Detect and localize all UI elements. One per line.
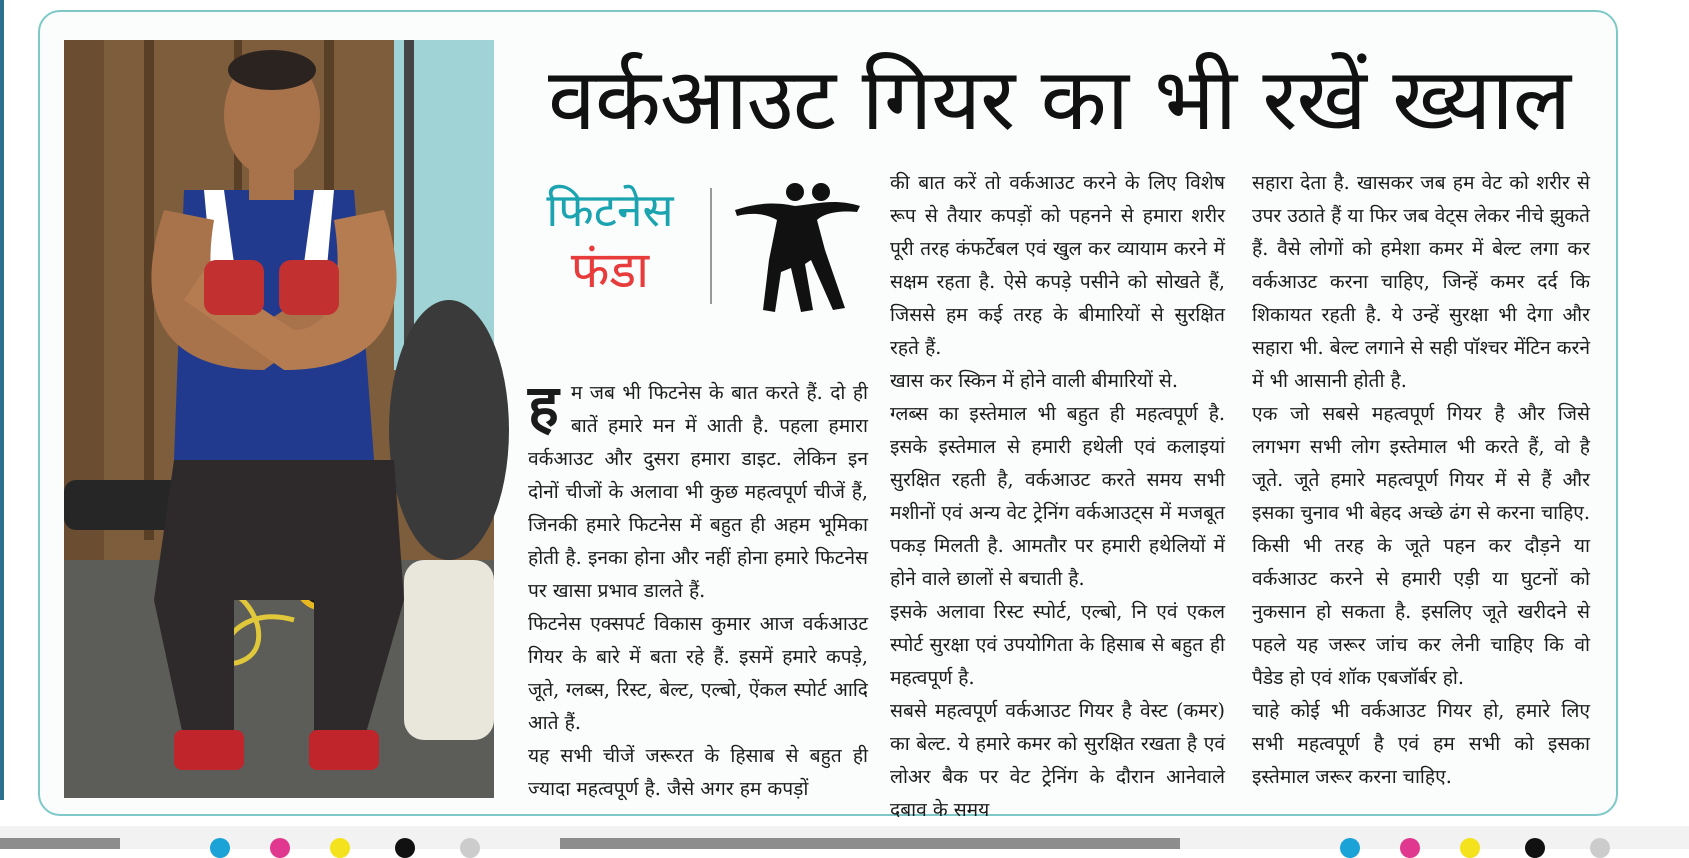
- gray-registration-dot: [1590, 838, 1610, 858]
- magenta-registration-dot: [270, 838, 290, 858]
- paragraph: चाहे कोई भी वर्कआउट गियर हो, हमारे लिए सभी महत्वपूर्ण है एवं हम सभी को इसका इस्तेमाल जरूर करना चाहिए.: [1252, 699, 1590, 788]
- paragraph: खास कर स्किन में होने वाली बीमारियों से.: [890, 369, 1178, 392]
- section-logo: [520, 180, 870, 320]
- gray-bar: [0, 838, 120, 849]
- cyan-registration-dot: [210, 838, 230, 858]
- article-column-2: [890, 166, 1225, 821]
- paragraph: यह सभी चीजें जरूरत के हिसाब से बहुत ही ज्यादा महत्वपूर्ण है. जैसे अगर हम कपड़ों: [528, 744, 868, 800]
- section-word-fitness: फिटनेस: [546, 183, 674, 237]
- paragraph: सबसे महत्वपूर्ण वर्कआउट गियर है वेस्ट (कमर) का बेल्ट. ये हमारे कमर को सुरक्षित रखता है एवं लोअर बैक पर वेट ट्रेनिंग के दौरान आनेवाले दबाव के समय: [890, 699, 1225, 821]
- black-registration-dot: [1525, 838, 1545, 858]
- section-divider: [710, 188, 712, 304]
- article-column-3: [1252, 166, 1590, 802]
- gray-registration-dot: [460, 838, 480, 858]
- paragraph: एक जो सबसे महत्वपूर्ण गियर है और जिसे लगभग सभी लोग इस्तेमाल भी करते हैं, वो है जूते. जूते हमारे महत्वपूर्ण गियर में से हैं और इसका चुनाव भी बेहद अच्छे ढंग से करना चाहिए. किसी भी तरह के जूते पहन कर दौड़ने या वर्कआउट करने से हमारी एड़ी या घुटनों को नुकसान हो सकता है. इसलिए जूते खरीदने से पहले यह जरूर जांच कर लेनी चाहिए कि वो पैडेड हो एवं शॉक एबजॉर्बर हो.: [1252, 402, 1590, 689]
- gray-bar: [560, 838, 1180, 849]
- section-word-funda: फंडा: [570, 241, 650, 299]
- magenta-registration-dot: [1400, 838, 1420, 858]
- page-edge-rule: [0, 0, 4, 800]
- article-column-1: [528, 372, 868, 800]
- paragraph: की बात करें तो वर्कआउट करने के लिए विशेष रूप से तैयार कपड़ों को पहनने से हमारा शरीर पूरी तरह कंफर्टेबल एवं खुल कर व्यायाम करने में सक्षम रहता है. ऐसे कपड़े पसीने को सोखते हैं, जिससे हम कई तरह के बीमारियों से सुरक्षित रहते हैं.: [890, 171, 1225, 359]
- running-figures-icon: [725, 180, 865, 315]
- trainer-photo-illustration: [64, 40, 494, 798]
- paragraph: सहारा देता है. खासकर जब हम वेट को शरीर से उपर उठाते हैं या फिर जब वेट्स लेकर नीचे झुकते हैं. वैसे लोगों को हमेशा कमर में बेल्ट लगा कर वर्कआउट करना चाहिए, जिन्हें कमर दर्द कि शिकायत रहती है. ये उन्हें सुरक्षा भी देगा और सहारा भी. बेल्ट लगाने से सही पॉश्चर मेंटिन करने में भी आसानी होती है.: [1252, 171, 1590, 392]
- paragraph: फिटनेस एक्सपर्ट विकास कुमार आज वर्कआउट गियर के बारे में बता रहे हैं. इसमें हमारे कपड़े, जूते, ग्लब्स, रिस्ट, बेल्ट, एल्बो, ऐंकल स्पोर्ट आदि आते हैं.: [528, 612, 868, 734]
- print-registration-strip: [0, 826, 1689, 849]
- yellow-registration-dot: [1460, 838, 1480, 858]
- cyan-registration-dot: [1340, 838, 1360, 858]
- paragraph: म जब भी फिटनेस के बात करते हैं. दो ही बातें हमारे मन में आती है. पहला हमारा वर्कआउट और दुसरा हमारा डाइट. लेकिन इन दोनों चीजों के अलावा भी कुछ महत्वपूर्ण चीजें हैं, जिनकी हमारे फिटनेस में बहुत ही अहम भूमिका होती है. इनका होना और नहीं होना हमारे फिटनेस पर खासा प्रभाव डालते हैं.: [528, 381, 868, 602]
- black-registration-dot: [395, 838, 415, 858]
- drop-cap: ह: [528, 372, 559, 440]
- headline: वर्कआउट गियर का भी रखें ख्याल: [548, 50, 1571, 150]
- yellow-registration-dot: [330, 838, 350, 858]
- paragraph: इसके अलावा रिस्ट स्पोर्ट, एल्बो, नि एवं एकल स्पोर्ट सुरक्षा एवं उपयोगिता के हिसाब से बहुत ही महत्वपूर्ण है.: [890, 600, 1225, 689]
- paragraph: ग्लब्स का इस्तेमाल भी बहुत ही महत्वपूर्ण है. इसके इस्तेमाल से हमारी हथेली एवं कलाइयां सुरक्षित रहती है, वर्कआउट करते समय सभी मशीनों एवं अन्य वेट ट्रेनिंग वर्कआउट्स में मजबूत पकड़ मिलती है. आमतौर पर हमारी हथेलियों में होने वाले छालों से बचाती है.: [890, 402, 1225, 590]
- trainer-photo: [64, 40, 494, 798]
